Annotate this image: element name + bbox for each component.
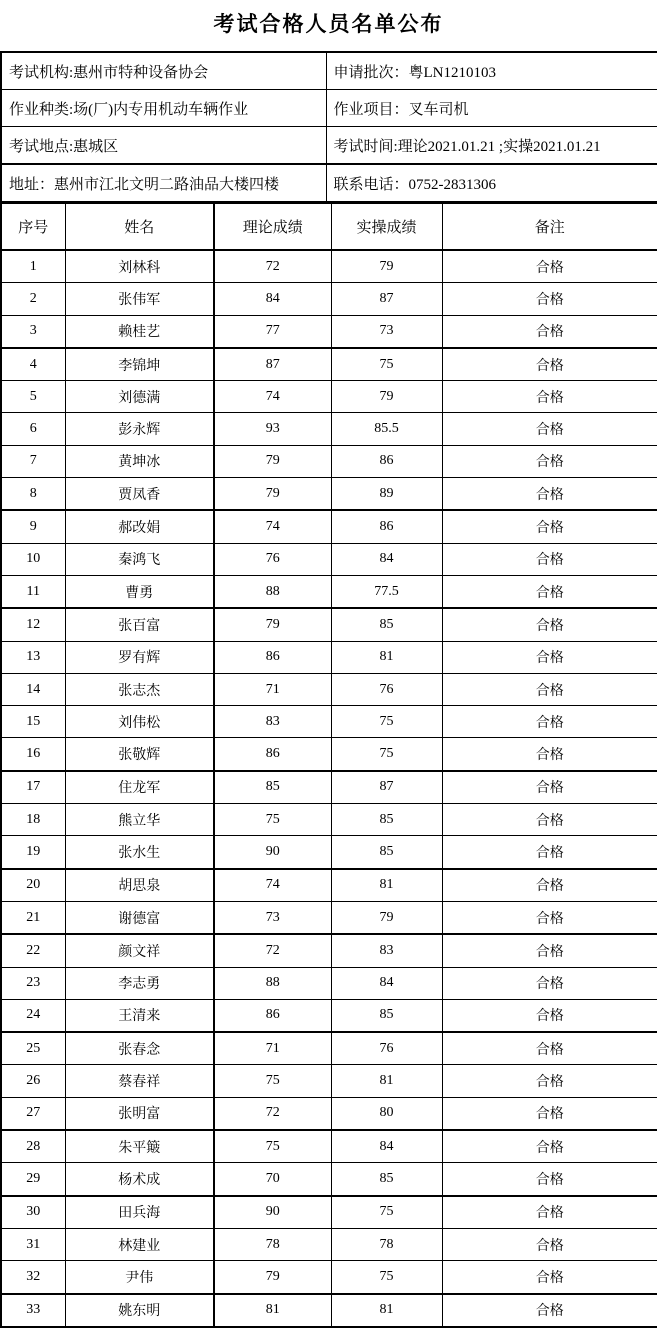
seq-cell: 33	[1, 1294, 65, 1327]
remark-cell: 合格	[442, 641, 657, 673]
name-cell: 罗有辉	[65, 641, 214, 673]
info-value: 粤LN1210103	[408, 64, 497, 81]
table-row	[1, 1032, 657, 1065]
header-name: 姓名	[65, 203, 214, 250]
seq-cell: 17	[1, 771, 65, 804]
remark-cell: 合格	[442, 608, 657, 641]
remark-cell: 合格	[442, 1163, 657, 1196]
practical-score-cell: 85.5	[331, 413, 442, 445]
info-value: 惠州市特种设备协会	[73, 64, 209, 81]
name-cell: 张明富	[65, 1097, 214, 1130]
table-row	[1, 836, 657, 869]
name-cell: 蔡春祥	[65, 1065, 214, 1097]
header-remark: 备注	[442, 203, 657, 250]
theory-score-cell: 84	[214, 283, 331, 315]
practical-score-cell: 81	[331, 641, 442, 673]
practical-score-cell: 76	[331, 1032, 442, 1065]
table-row	[1, 1261, 657, 1294]
remark-cell: 合格	[442, 348, 657, 381]
remark-cell: 合格	[442, 478, 657, 511]
theory-score-cell: 72	[214, 1097, 331, 1130]
theory-score-cell: 77	[214, 315, 331, 348]
table-row	[1, 901, 657, 934]
seq-cell: 7	[1, 445, 65, 477]
theory-score-cell: 75	[214, 1130, 331, 1163]
table-row	[1, 381, 657, 413]
table-row	[1, 283, 657, 315]
table-row	[1, 673, 657, 705]
table-row	[1, 1065, 657, 1097]
seq-cell: 22	[1, 934, 65, 967]
phone-cell	[326, 164, 657, 202]
remark-cell: 合格	[442, 1032, 657, 1065]
table-row	[1, 1294, 657, 1327]
practical-score-cell: 86	[331, 445, 442, 477]
theory-score-cell: 79	[214, 478, 331, 511]
practical-score-cell: 83	[331, 934, 442, 967]
seq-cell: 30	[1, 1196, 65, 1229]
seq-cell: 15	[1, 706, 65, 738]
roster-table	[0, 202, 657, 1328]
practical-score-cell: 85	[331, 804, 442, 836]
theory-score-cell: 76	[214, 543, 331, 575]
info-label: 考试时间:	[333, 138, 398, 155]
remark-cell: 合格	[442, 445, 657, 477]
table-row	[1, 641, 657, 673]
practical-score-cell: 85	[331, 999, 442, 1032]
name-cell: 林建业	[65, 1228, 214, 1260]
practical-score-cell: 85	[331, 836, 442, 869]
remark-cell: 合格	[442, 283, 657, 315]
remark-cell: 合格	[442, 315, 657, 348]
table-row	[1, 934, 657, 967]
practical-score-cell: 79	[331, 250, 442, 283]
seq-cell: 4	[1, 348, 65, 381]
table-row	[1, 250, 657, 283]
remark-cell: 合格	[442, 999, 657, 1032]
remark-cell: 合格	[442, 381, 657, 413]
info-row	[1, 90, 657, 127]
table-row	[1, 413, 657, 445]
practical-score-cell: 79	[331, 381, 442, 413]
name-cell: 姚东明	[65, 1294, 214, 1327]
name-cell: 张敬辉	[65, 738, 214, 771]
seq-cell: 32	[1, 1261, 65, 1294]
name-cell: 颜文祥	[65, 934, 214, 967]
seq-cell: 28	[1, 1130, 65, 1163]
exam-org-cell	[1, 52, 326, 90]
practical-score-cell: 75	[331, 706, 442, 738]
remark-cell: 合格	[442, 575, 657, 608]
remark-cell: 合格	[442, 967, 657, 999]
name-cell: 刘林科	[65, 250, 214, 283]
practical-score-cell: 84	[331, 967, 442, 999]
remark-cell: 合格	[442, 1294, 657, 1327]
remark-cell: 合格	[442, 673, 657, 705]
theory-score-cell: 79	[214, 1261, 331, 1294]
practical-score-cell: 81	[331, 1065, 442, 1097]
theory-score-cell: 74	[214, 510, 331, 543]
name-cell: 熊立华	[65, 804, 214, 836]
table-row	[1, 478, 657, 511]
remark-cell: 合格	[442, 1196, 657, 1229]
seq-cell: 16	[1, 738, 65, 771]
name-cell: 刘伟松	[65, 706, 214, 738]
theory-score-cell: 86	[214, 999, 331, 1032]
theory-score-cell: 78	[214, 1228, 331, 1260]
seq-cell: 20	[1, 869, 65, 902]
seq-cell: 12	[1, 608, 65, 641]
info-label: 联系电话：	[333, 176, 409, 193]
work-type-cell	[1, 90, 326, 127]
seq-cell: 21	[1, 901, 65, 934]
theory-score-cell: 73	[214, 901, 331, 934]
table-row	[1, 804, 657, 836]
work-project-cell	[326, 90, 657, 127]
remark-cell: 合格	[442, 250, 657, 283]
name-cell: 郝改娟	[65, 510, 214, 543]
remark-cell: 合格	[442, 804, 657, 836]
seq-cell: 19	[1, 836, 65, 869]
remark-cell: 合格	[442, 1065, 657, 1097]
seq-cell: 25	[1, 1032, 65, 1065]
table-row	[1, 543, 657, 575]
name-cell: 李锦坤	[65, 348, 214, 381]
practical-score-cell: 78	[331, 1228, 442, 1260]
practical-score-cell: 77.5	[331, 575, 442, 608]
table-row	[1, 1163, 657, 1196]
remark-cell: 合格	[442, 1228, 657, 1260]
roster-header-row	[1, 203, 657, 250]
exam-location-cell	[1, 127, 326, 165]
practical-score-cell: 73	[331, 315, 442, 348]
table-row	[1, 575, 657, 608]
theory-score-cell: 87	[214, 348, 331, 381]
info-label: 考试地点:	[9, 138, 74, 155]
name-cell: 朱平簸	[65, 1130, 214, 1163]
batch-cell	[326, 52, 657, 90]
theory-score-cell: 83	[214, 706, 331, 738]
seq-cell: 26	[1, 1065, 65, 1097]
practical-score-cell: 80	[331, 1097, 442, 1130]
practical-score-cell: 81	[331, 1294, 442, 1327]
name-cell: 张百富	[65, 608, 214, 641]
name-cell: 贾凤香	[65, 478, 214, 511]
info-label: 作业项目：	[333, 101, 409, 118]
seq-cell: 6	[1, 413, 65, 445]
practical-score-cell: 87	[331, 283, 442, 315]
info-value: 0752-2831306	[408, 176, 497, 193]
remark-cell: 合格	[442, 1261, 657, 1294]
name-cell: 秦鸿飞	[65, 543, 214, 575]
remark-cell: 合格	[442, 1130, 657, 1163]
theory-score-cell: 74	[214, 381, 331, 413]
info-value: 叉车司机	[408, 101, 469, 118]
table-row	[1, 510, 657, 543]
header-theory-score: 理论成绩	[214, 203, 331, 250]
remark-cell: 合格	[442, 901, 657, 934]
info-row	[1, 164, 657, 202]
remark-cell: 合格	[442, 836, 657, 869]
remark-cell: 合格	[442, 934, 657, 967]
practical-score-cell: 75	[331, 1196, 442, 1229]
seq-cell: 3	[1, 315, 65, 348]
name-cell: 曹勇	[65, 575, 214, 608]
info-label: 申请批次：	[333, 64, 409, 81]
practical-score-cell: 86	[331, 510, 442, 543]
name-cell: 彭永辉	[65, 413, 214, 445]
info-value: 理论2021.01.21 ;实操2021.01.21	[397, 138, 601, 155]
table-row	[1, 738, 657, 771]
practical-score-cell: 84	[331, 1130, 442, 1163]
info-value: 惠州市江北文明二路油品大楼四楼	[54, 176, 280, 193]
name-cell: 张水生	[65, 836, 214, 869]
theory-score-cell: 74	[214, 869, 331, 902]
info-label: 作业种类:	[9, 101, 74, 118]
seq-cell: 27	[1, 1097, 65, 1130]
table-row	[1, 706, 657, 738]
theory-score-cell: 86	[214, 641, 331, 673]
name-cell: 胡思泉	[65, 869, 214, 902]
seq-cell: 23	[1, 967, 65, 999]
table-row	[1, 967, 657, 999]
theory-score-cell: 86	[214, 738, 331, 771]
table-row	[1, 1196, 657, 1229]
table-row	[1, 771, 657, 804]
table-row	[1, 348, 657, 381]
seq-cell: 8	[1, 478, 65, 511]
practical-score-cell: 87	[331, 771, 442, 804]
table-row	[1, 445, 657, 477]
theory-score-cell: 75	[214, 804, 331, 836]
name-cell: 尹伟	[65, 1261, 214, 1294]
seq-cell: 11	[1, 575, 65, 608]
info-row	[1, 127, 657, 165]
page-title: 考试合格人员名单公布	[213, 13, 444, 36]
practical-score-cell: 76	[331, 673, 442, 705]
theory-score-cell: 70	[214, 1163, 331, 1196]
seq-cell: 31	[1, 1228, 65, 1260]
practical-score-cell: 81	[331, 869, 442, 902]
remark-cell: 合格	[442, 738, 657, 771]
remark-cell: 合格	[442, 510, 657, 543]
name-cell: 张志杰	[65, 673, 214, 705]
theory-score-cell: 79	[214, 445, 331, 477]
theory-score-cell: 90	[214, 1196, 331, 1229]
remark-cell: 合格	[442, 1097, 657, 1130]
theory-score-cell: 88	[214, 575, 331, 608]
table-row	[1, 1228, 657, 1260]
theory-score-cell: 75	[214, 1065, 331, 1097]
practical-score-cell: 79	[331, 901, 442, 934]
practical-score-cell: 85	[331, 608, 442, 641]
seq-cell: 18	[1, 804, 65, 836]
practical-score-cell: 85	[331, 1163, 442, 1196]
table-row	[1, 608, 657, 641]
theory-score-cell: 72	[214, 934, 331, 967]
info-row	[1, 52, 657, 90]
exam-time-cell	[326, 127, 657, 165]
seq-cell: 10	[1, 543, 65, 575]
practical-score-cell: 75	[331, 1261, 442, 1294]
remark-cell: 合格	[442, 869, 657, 902]
info-label: 地址：	[9, 176, 55, 193]
name-cell: 住龙军	[65, 771, 214, 804]
theory-score-cell: 81	[214, 1294, 331, 1327]
name-cell: 赖桂艺	[65, 315, 214, 348]
table-row	[1, 869, 657, 902]
header-practical-score: 实操成绩	[331, 203, 442, 250]
seq-cell: 13	[1, 641, 65, 673]
address-cell	[1, 164, 326, 202]
practical-score-cell: 89	[331, 478, 442, 511]
theory-score-cell: 79	[214, 608, 331, 641]
name-cell: 李志勇	[65, 967, 214, 999]
name-cell: 黄坤冰	[65, 445, 214, 477]
practical-score-cell: 75	[331, 348, 442, 381]
practical-score-cell: 75	[331, 738, 442, 771]
remark-cell: 合格	[442, 771, 657, 804]
theory-score-cell: 85	[214, 771, 331, 804]
seq-cell: 2	[1, 283, 65, 315]
practical-score-cell: 84	[331, 543, 442, 575]
table-row	[1, 315, 657, 348]
seq-cell: 5	[1, 381, 65, 413]
theory-score-cell: 71	[214, 673, 331, 705]
seq-cell: 14	[1, 673, 65, 705]
header-seq: 序号	[1, 203, 65, 250]
theory-score-cell: 72	[214, 250, 331, 283]
exam-info-table	[0, 51, 657, 202]
theory-score-cell: 71	[214, 1032, 331, 1065]
name-cell: 杨术成	[65, 1163, 214, 1196]
name-cell: 刘德满	[65, 381, 214, 413]
remark-cell: 合格	[442, 706, 657, 738]
table-row	[1, 1130, 657, 1163]
seq-cell: 9	[1, 510, 65, 543]
name-cell: 田兵海	[65, 1196, 214, 1229]
theory-score-cell: 93	[214, 413, 331, 445]
name-cell: 张伟军	[65, 283, 214, 315]
seq-cell: 1	[1, 250, 65, 283]
theory-score-cell: 88	[214, 967, 331, 999]
seq-cell: 29	[1, 1163, 65, 1196]
remark-cell: 合格	[442, 413, 657, 445]
table-row	[1, 1097, 657, 1130]
remark-cell: 合格	[442, 543, 657, 575]
name-cell: 王清来	[65, 999, 214, 1032]
theory-score-cell: 90	[214, 836, 331, 869]
seq-cell: 24	[1, 999, 65, 1032]
info-value: 场(厂)内专用机动车辆作业	[73, 101, 249, 118]
info-label: 考试机构:	[9, 64, 74, 81]
info-value: 惠城区	[73, 138, 119, 155]
name-cell: 张春念	[65, 1032, 214, 1065]
table-row	[1, 999, 657, 1032]
name-cell: 谢德富	[65, 901, 214, 934]
